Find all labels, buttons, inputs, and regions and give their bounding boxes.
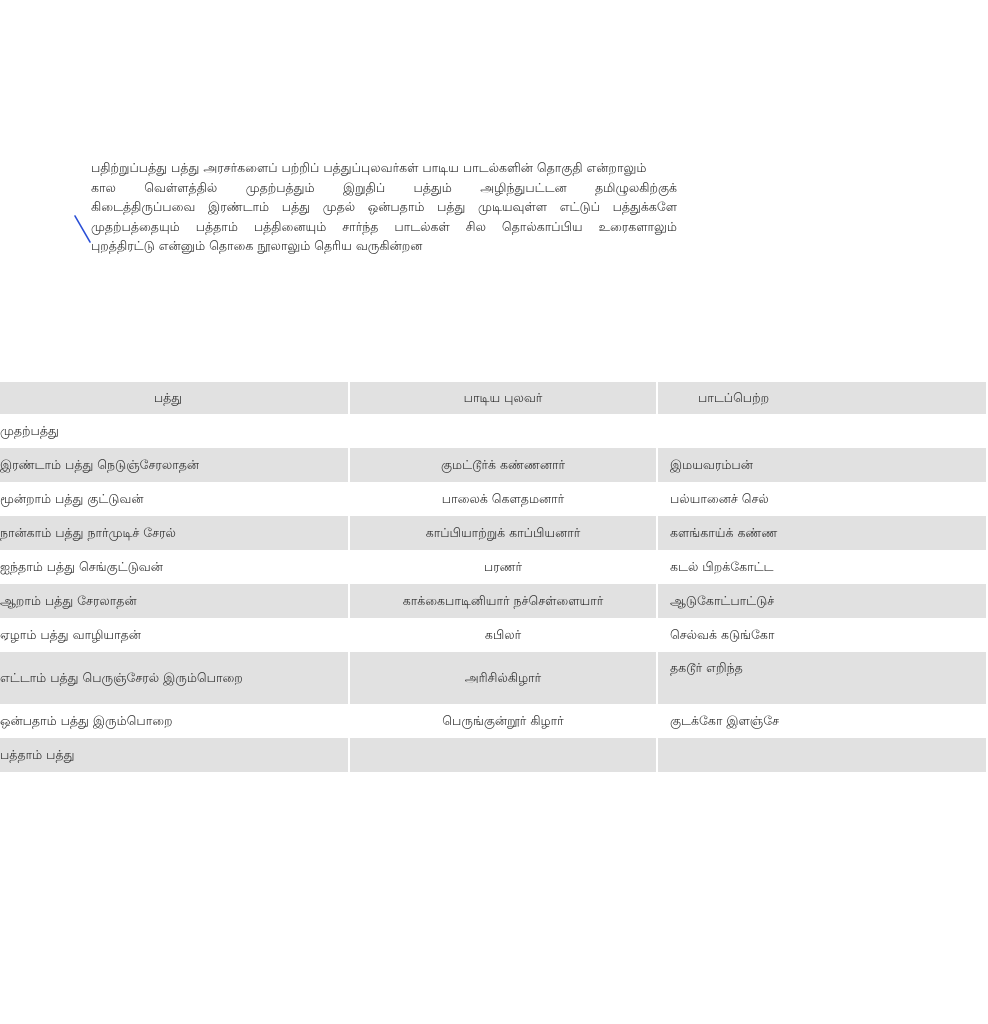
header-pulavar: பாடிய புலவர்: [349, 382, 657, 414]
paragraph-line: கிடைத்திருப்பவை இரண்டாம் பத்து முதல் ஒன்பதாம் பத்து முடியவுள்ள எட்டுப் பத்துக்களே: [91, 199, 677, 214]
table-row: [0, 738, 987, 772]
table-row: [0, 704, 987, 738]
header-pattam: பாடப்பெற்ற: [657, 382, 987, 414]
table-row: [0, 618, 987, 652]
intro-paragraph: [91, 158, 677, 256]
cell-pathu: ஏழாம் பத்து வாழியாதன்: [0, 618, 349, 652]
cell-pattam: [657, 414, 987, 448]
pathu-table: [0, 382, 988, 772]
header-pathu: பத்து: [0, 382, 349, 414]
table-row: [0, 652, 987, 704]
cell-pulavar: [349, 738, 657, 772]
paragraph-line: கால வெள்ளத்தில் முதற்பத்தும் இறுதிப் பத்தும் அழிந்துபட்டன தமிழுலகிற்குக்: [91, 179, 677, 195]
cell-pulavar: காப்பியாற்றுக் காப்பியனார்: [349, 516, 657, 550]
cell-pattam: தகடூர் எறிந்த: [657, 652, 987, 704]
cell-pattam: கடல் பிறக்கோட்ட: [657, 550, 987, 584]
cell-pattam: குடக்கோ இளஞ்சே: [657, 704, 987, 738]
pen-annotation-mark: [73, 214, 95, 248]
cell-pathu: எட்டாம் பத்து பெருஞ்சேரல் இரும்பொறை: [0, 652, 349, 704]
cell-pathu: முதற்பத்து: [0, 414, 349, 448]
table-header-row: [0, 382, 987, 414]
cell-pulavar: [349, 414, 657, 448]
cell-pathu: ஆறாம் பத்து சேரலாதன்: [0, 584, 349, 618]
cell-pattam: இமயவரம்பன்: [657, 448, 987, 482]
cell-pattam: களங்காய்க் கண்ண: [657, 516, 987, 550]
cell-pattam: ஆடுகோட்பாட்டுச்: [657, 584, 987, 618]
paragraph-line: புறத்திரட்டு என்னும் தொகை நூலாலும் தெரிய வருகின்றன: [91, 238, 423, 253]
cell-pathu: இரண்டாம் பத்து நெடுஞ்சேரலாதன்: [0, 448, 349, 482]
paragraph-line: பதிற்றுப்பத்து பத்து அரசர்களைப் பற்றிப் பத்துப்புலவர்கள் பாடிய பாடல்களின் தொகுதி என்றாலும்: [91, 160, 647, 175]
cell-pattam: பல்யானைச் செல்: [657, 482, 987, 516]
cell-pathu: ஐந்தாம் பத்து செங்குட்டுவன்: [0, 550, 349, 584]
cell-pulavar: பரணர்: [349, 550, 657, 584]
cell-pulavar: காக்கைபாடினியார் நச்செள்ளையார்: [349, 584, 657, 618]
table-row: [0, 516, 987, 550]
paragraph-line: முதற்பத்தையும் பத்தாம் பத்தினையும் சார்ந்த பாடல்கள் சில தொல்காப்பிய உரைகளாலும்: [91, 218, 677, 234]
table-row: [0, 448, 987, 482]
cell-pulavar: கபிலர்: [349, 618, 657, 652]
table-row: [0, 550, 987, 584]
cell-pulavar: பாலைக் கௌதமனார்: [349, 482, 657, 516]
cell-pathu: நான்காம் பத்து நார்முடிச் சேரல்: [0, 516, 349, 550]
cell-pulavar: அரிசில்கிழார்: [349, 652, 657, 704]
cell-pathu: மூன்றாம் பத்து குட்டுவன்: [0, 482, 349, 516]
table-row: [0, 584, 987, 618]
cell-pathu: பத்தாம் பத்து: [0, 738, 349, 772]
table-row: [0, 414, 987, 448]
cell-pulavar: பெருங்குன்றூர் கிழார்: [349, 704, 657, 738]
cell-pathu: ஒன்பதாம் பத்து இரும்பொறை: [0, 704, 349, 738]
cell-pattam: செல்வக் கடுங்கோ: [657, 618, 987, 652]
cell-pulavar: குமட்டூர்க் கண்ணனார்: [349, 448, 657, 482]
cell-pattam: [657, 738, 987, 772]
table-row: [0, 482, 987, 516]
